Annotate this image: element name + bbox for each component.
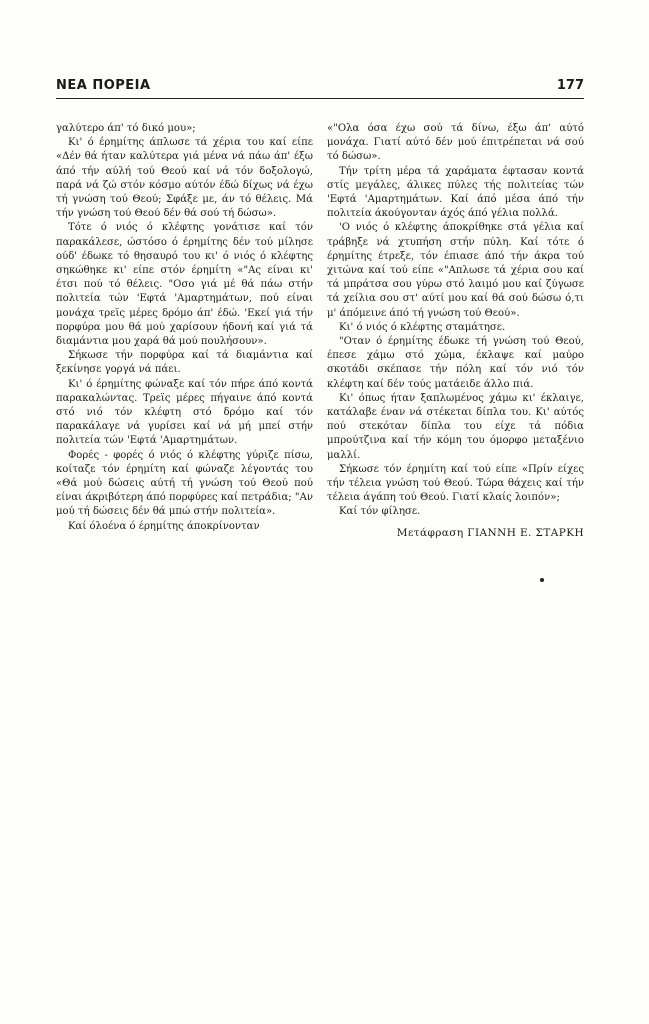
header-rule xyxy=(56,98,584,99)
paragraph: "Οταν ό έρημίτης έδωκε τή γνώση τού Θεού, έπεσε χάμω στό χώμα, έκλαψε καί μαύρο σκοτάδι σκέπασε τήν πόλη καί τόν νιό τόν κλέφτη καί δέν τούς ματάειδε άλλο πιά. xyxy=(327,336,584,390)
paragraph: Κι' ό έρημίτης φώναξε καί τόν πήρε άπό κοντά παρακαλώντας. Τρεϊς μέρες πήγαινε άπό κοντά στό νιό τόν κλέφτη στό δρόμο καί τόν παρακάλαγε νά γυρίσει καί νά μή μπεί στήν πολιτεία τών 'Εφτά 'Αμαρτημάτων. xyxy=(56,378,313,447)
page-number: 177 xyxy=(556,78,584,93)
paragraph: Φορές - φορές ό νιός ό κλέφτης γύριζε πίσω, κοίταζε τόν έρημίτη καί φώναζε λέγοντάς του «Θά μού δώσεις αύτή τή γνώση τού Θεού πού είναι άκριβότερη άπό πορφύρες καί πετράδια; "Αν μού τή δώσεις δέν θά μπώ στήν πολιτεία». xyxy=(56,449,313,518)
paragraph: Καί όλοένα ό έρημίτης άποκρίνονταν xyxy=(68,520,260,532)
left-column xyxy=(56,122,313,534)
journal-title: ΝΕΑ ΠΟΡΕΙΑ xyxy=(56,78,151,93)
paragraph: Σήκωσε τήν πορφύρα καί τά διαμάντια καί ξεκίνησε γοργά νά πάει. xyxy=(56,350,313,376)
paragraph: «"Ολα όσα έχω σού τά δίνω, έξω άπ' αύτό μονάχα. Γιατί αύτό δέν μού έπιτρέπεται νά σού τό δώσω». xyxy=(327,123,584,163)
paragraph: Κι' όπως ήταν ξαπλωμένος χάμω κι' έκλαιγε, κατάλαβε έναν νά στέκεται δίπλα του. Κι' αύτός πού στεκόταν δίπλα του είχε τά πόδια μπρούτζινα καί τήν κόμη του όμορφο μεταξένιο μαλλί. xyxy=(327,392,584,461)
paragraph: Σήκωσε τόν έρημίτη καί τού είπε «Πρίν είχες τήν τέλεια γνώση τού Θεού. Τώρα θάχεις καί τήν τέλεια άγάπη τού Θεού. Γιατί κλαίς λοιπόν»; xyxy=(327,463,584,504)
paragraph: Τότε ό νιός ό κλέφτης γονάτισε καί τόν παρακάλεσε, ώστόσο ό έρημίτης δέν τού μίλησε ούδ' έδωκε τό θησαυρό του κι' ό νιός ό κλέφτης σηκώθηκε κι' είπε στόν έρημίτη «"Ας είναι κι' έτσι πού τό θέλεις. "Οσο γιά μέ θά πάω στήν πολιτεία τών 'Εφτά 'Αμαρτημάτων, πού είναι μονάχα τρεϊς μέρες δρόμο άπ' έδώ. 'Εκεί γιά τήν πορφύρα μου θά μού χαρίσουν ήδονή καί γιά τά διαμάντια μου χαρά θά μού πουλήσουν». xyxy=(56,222,313,348)
running-header xyxy=(56,76,584,98)
paragraph: 'Ο νιός ό κλέφτης άποκρίθηκε στά γέλια καί τράβηξε νά χτυπήση στήν πύλη. Καί τότε ό έρημίτης έτρεξε, τόν έπιασε άπό τήν άκρα τού χιτώνα καί τού είπε «"Απλωσε τά χέρια σου καί τά μπράτσα σου γύρω στό λαιμό μου καί ζύγωσε τά χείλια σου στ' αύτί μου καί θά σού δώσω ό,τι μ' άπόμεινε άπό τή γνώση τού Θεού». xyxy=(327,222,584,319)
right-column xyxy=(327,122,584,540)
paragraph: γαλύτερο άπ' τό δικό μου»; xyxy=(56,123,196,134)
translator-signature: Μετάφραση ΓΙΑΝΝΗ Ε. ΣΤΑΡΚΗ xyxy=(396,526,584,539)
paragraph: Καί τόν φίλησε. xyxy=(339,506,421,518)
paragraph: Κι' ό νιός ό κλέφτης σταμάτησε. xyxy=(339,321,506,333)
paragraph: Τήν τρίτη μέρα τά χαράματα έφτασαν κοντά στίς μεγάλες, άλικες πύλες τής πολιτείας τών 'Εφτά 'Αμαρτημάτων. Καί άπό μέσα άπό τήν πολιτεία άκούγονταν άχός άπό γέλια πολλά. xyxy=(327,165,584,220)
paragraph: Κι' ό έρημίτης άπλωσε τά χέρια του καί είπε «Δέν θά ήταν καλύτερα γιά μένα νά πάω άπ' έξω άπό τήν αύλή τού Θεού καί νά τόν δοξολογώ, παρά νά ζώ στόν κόσμο αύτόν έδώ δίχως νά έχω τή γνώση τού Θεού; Σφάξε με, άν τό θέλεις. Μά τήν γνώση τού Θεού δέν θά σού τή δώσω». xyxy=(56,137,313,220)
end-mark xyxy=(540,578,544,582)
